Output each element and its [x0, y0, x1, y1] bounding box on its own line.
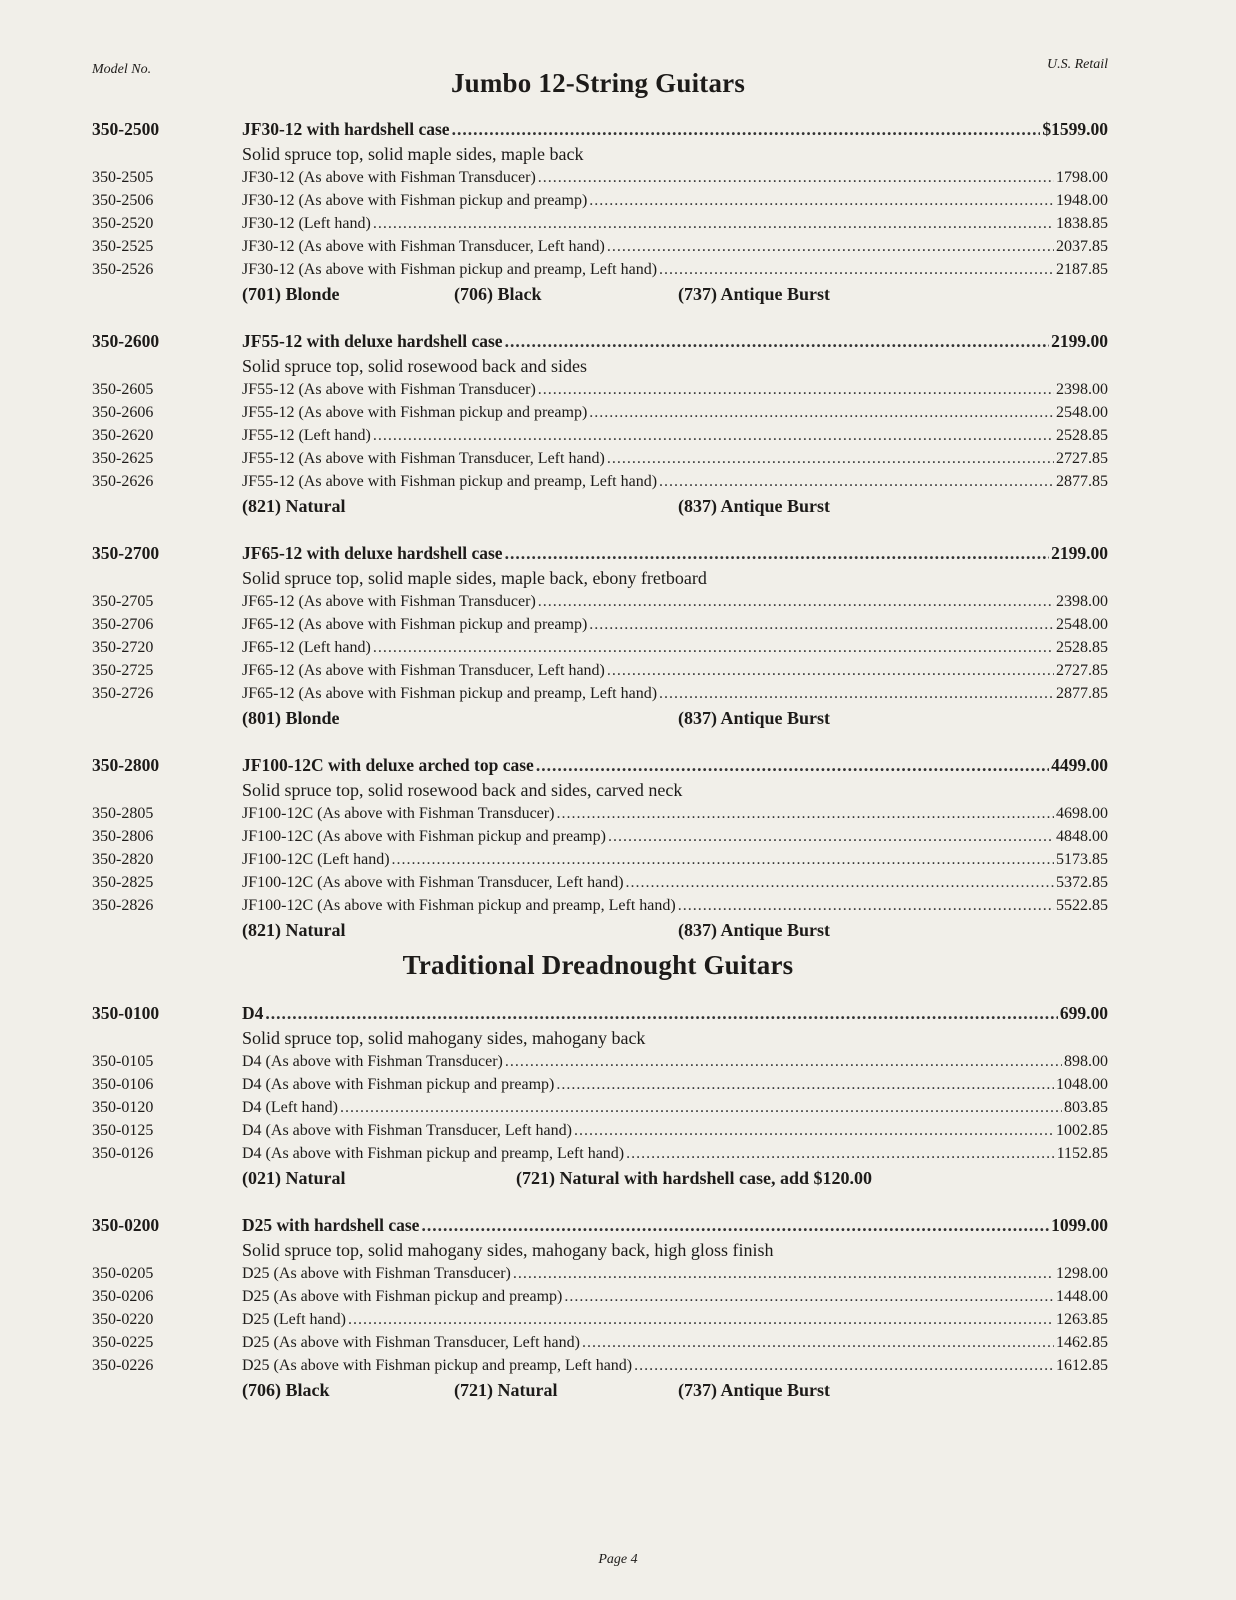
- item-price: 5173.85: [1056, 851, 1108, 868]
- item-price: 2187.85: [1056, 261, 1108, 278]
- option-row: [92, 894, 1108, 917]
- model-number: 350-2825: [92, 874, 154, 891]
- model-number: 350-0206: [92, 1288, 154, 1305]
- product-group: [92, 752, 1108, 943]
- item-price: 1099.00: [1051, 1215, 1108, 1235]
- model-number: 350-2600: [92, 331, 160, 351]
- item-line: [242, 1096, 1108, 1119]
- model-number: 350-0120: [92, 1099, 154, 1116]
- item-price: 2548.00: [1056, 616, 1108, 633]
- item-line: [242, 848, 1108, 871]
- leader-dots: [607, 235, 1054, 258]
- leader-dots: [373, 636, 1054, 659]
- finish-options: [242, 281, 1108, 307]
- item-line: [242, 1331, 1108, 1354]
- item-description: JF55-12 (As above with Fishman Transducer, Left hand): [242, 450, 605, 467]
- model-number: 350-2505: [92, 169, 154, 186]
- item-line: [242, 212, 1108, 235]
- item-description: JF65-12 (As above with Fishman Transducer, Left hand): [242, 662, 605, 679]
- finish-option: (837) Antique Burst: [678, 708, 831, 728]
- leader-dots: [556, 802, 1054, 825]
- model-number: 350-0100: [92, 1003, 160, 1023]
- item-description: JF55-12 with deluxe hardshell case: [242, 331, 503, 351]
- item-price: 2528.85: [1056, 639, 1108, 656]
- option-row: [92, 682, 1108, 705]
- finish-option: (737) Antique Burst: [678, 284, 831, 304]
- item-price: 4848.00: [1056, 828, 1108, 845]
- item-line: [242, 871, 1108, 894]
- item-price: 2877.85: [1056, 473, 1108, 490]
- finish-option: (821) Natural: [242, 920, 346, 940]
- option-row: [92, 871, 1108, 894]
- model-number: 350-2805: [92, 805, 154, 822]
- item-description: D25 (As above with Fishman pickup and preamp): [242, 1288, 563, 1305]
- item-description: JF55-12 (As above with Fishman Transducer): [242, 381, 536, 398]
- leader-dots: [608, 825, 1054, 848]
- main-product-row: [92, 752, 1108, 778]
- option-row: [92, 470, 1108, 493]
- product-group: [92, 1000, 1108, 1191]
- leader-dots: [626, 871, 1054, 894]
- leader-dots: [564, 1285, 1054, 1308]
- item-price: 1462.85: [1056, 1334, 1108, 1351]
- item-line: [242, 752, 1108, 778]
- item-price: 4499.00: [1051, 755, 1108, 775]
- item-price: 1798.00: [1056, 169, 1108, 186]
- leader-dots: [556, 1073, 1054, 1096]
- item-line: [242, 166, 1108, 189]
- finish-option: (721) Natural: [454, 1380, 558, 1400]
- leader-dots: [421, 1212, 1049, 1238]
- item-description: JF100-12C with deluxe arched top case: [242, 755, 534, 775]
- item-line: [242, 424, 1108, 447]
- product-specs: Solid spruce top, solid mahogany sides, mahogany back: [242, 1028, 646, 1048]
- leader-dots: [265, 1000, 1057, 1026]
- item-line: [242, 189, 1108, 212]
- finish-option: (701) Blonde: [242, 284, 340, 304]
- item-price: 699.00: [1059, 1003, 1108, 1023]
- model-number: 350-2800: [92, 755, 160, 775]
- item-description: JF100-12C (As above with Fishman pickup and preamp): [242, 828, 606, 845]
- option-row: [92, 166, 1108, 189]
- item-description: JF55-12 (As above with Fishman pickup and preamp): [242, 404, 588, 421]
- product-group: [92, 328, 1108, 519]
- item-price: 2398.00: [1056, 381, 1108, 398]
- option-row: [92, 825, 1108, 848]
- item-price: 1612.85: [1056, 1357, 1108, 1374]
- item-price: 1002.85: [1056, 1122, 1108, 1139]
- leader-dots: [536, 752, 1049, 778]
- item-description: JF65-12 (As above with Fishman Transducer): [242, 593, 536, 610]
- item-line: [242, 1354, 1108, 1377]
- model-number: 350-2706: [92, 616, 154, 633]
- option-row: [92, 636, 1108, 659]
- leader-dots: [659, 682, 1054, 705]
- item-description: JF30-12 (As above with Fishman Transducer): [242, 169, 536, 186]
- leader-dots: [607, 447, 1054, 470]
- product-group: [92, 540, 1108, 731]
- item-line: [242, 1285, 1108, 1308]
- item-price: 1298.00: [1056, 1265, 1108, 1282]
- model-number: 350-0200: [92, 1215, 160, 1235]
- option-row: [92, 848, 1108, 871]
- model-number: 350-2826: [92, 897, 154, 914]
- finish-option: (837) Antique Burst: [678, 496, 831, 516]
- leader-dots: [348, 1308, 1054, 1331]
- product-specs: Solid spruce top, solid rosewood back and sides: [242, 356, 587, 376]
- item-description: JF65-12 (Left hand): [242, 639, 371, 656]
- leader-dots: [659, 470, 1054, 493]
- finish-option: (801) Blonde: [242, 708, 340, 728]
- option-row: [92, 401, 1108, 424]
- item-price: 1448.00: [1056, 1288, 1108, 1305]
- item-line: [242, 894, 1108, 917]
- item-line: [242, 682, 1108, 705]
- item-line: [242, 328, 1108, 354]
- option-row: [92, 1096, 1108, 1119]
- item-description: JF30-12 (Left hand): [242, 215, 371, 232]
- model-number: 350-2520: [92, 215, 154, 232]
- model-number: 350-2605: [92, 381, 154, 398]
- item-line: [242, 590, 1108, 613]
- model-number: 350-2506: [92, 192, 154, 209]
- product-specs: Solid spruce top, solid maple sides, maple back, ebony fretboard: [242, 568, 707, 588]
- item-price: $1599.00: [1042, 119, 1108, 139]
- option-row: [92, 1308, 1108, 1331]
- item-line: [242, 1073, 1108, 1096]
- model-number: 350-2720: [92, 639, 154, 656]
- item-line: [242, 540, 1108, 566]
- item-line: [242, 802, 1108, 825]
- finish-option: (721) Natural with hardshell case, add $120.00: [516, 1168, 873, 1188]
- item-description: D4: [242, 1003, 264, 1023]
- finish-option: (837) Antique Burst: [678, 920, 831, 940]
- leader-dots: [373, 424, 1054, 447]
- leader-dots: [373, 212, 1054, 235]
- option-row: [92, 1354, 1108, 1377]
- finish-options: [242, 705, 1108, 731]
- finish-option: (737) Antique Burst: [678, 1380, 831, 1400]
- model-number: 350-0225: [92, 1334, 154, 1351]
- main-product-row: [92, 1000, 1108, 1026]
- option-row: [92, 447, 1108, 470]
- item-description: JF30-12 (As above with Fishman pickup and preamp): [242, 192, 588, 209]
- item-price: 2548.00: [1056, 404, 1108, 421]
- item-line: [242, 1308, 1108, 1331]
- item-description: JF100-12C (As above with Fishman Transducer, Left hand): [242, 874, 624, 891]
- item-price: 803.85: [1064, 1099, 1108, 1116]
- item-description: JF65-12 (As above with Fishman pickup and preamp): [242, 616, 588, 633]
- option-row: [92, 424, 1108, 447]
- option-row: [92, 212, 1108, 235]
- item-description: D4 (Left hand): [242, 1099, 338, 1116]
- item-line: [242, 470, 1108, 493]
- leader-dots: [505, 328, 1050, 354]
- model-number: 350-2606: [92, 404, 154, 421]
- item-description: D25 with hardshell case: [242, 1215, 420, 1235]
- item-line: [242, 1119, 1108, 1142]
- leader-dots: [538, 378, 1054, 401]
- item-description: D4 (As above with Fishman pickup and preamp, Left hand): [242, 1145, 625, 1162]
- finish-option: (706) Black: [242, 1380, 330, 1400]
- option-row: [92, 613, 1108, 636]
- item-description: D25 (As above with Fishman Transducer): [242, 1265, 511, 1282]
- item-line: [242, 116, 1108, 142]
- model-number: 350-0126: [92, 1145, 154, 1162]
- item-price: 5372.85: [1056, 874, 1108, 891]
- item-line: [242, 1212, 1108, 1238]
- leader-dots: [340, 1096, 1062, 1119]
- item-line: [242, 636, 1108, 659]
- model-number: 350-0205: [92, 1265, 154, 1282]
- item-price: 5522.85: [1056, 897, 1108, 914]
- item-description: JF65-12 with deluxe hardshell case: [242, 543, 503, 563]
- product-specs: Solid spruce top, solid rosewood back and sides, carved neck: [242, 780, 683, 800]
- leader-dots: [626, 1142, 1054, 1165]
- finish-option: (021) Natural: [242, 1168, 346, 1188]
- item-price: 2199.00: [1051, 331, 1108, 351]
- item-description: JF100-12C (As above with Fishman Transducer): [242, 805, 555, 822]
- item-description: D25 (As above with Fishman pickup and preamp, Left hand): [242, 1357, 633, 1374]
- option-row: [92, 189, 1108, 212]
- finish-options: [242, 1377, 1108, 1403]
- leader-dots: [659, 258, 1054, 281]
- option-row: [92, 1119, 1108, 1142]
- leader-dots: [513, 1262, 1054, 1285]
- option-row: [92, 659, 1108, 682]
- item-description: JF100-12C (As above with Fishman pickup and preamp, Left hand): [242, 897, 676, 914]
- model-number: 350-2500: [92, 119, 160, 139]
- leader-dots: [574, 1119, 1054, 1142]
- option-row: [92, 378, 1108, 401]
- item-description: D4 (As above with Fishman Transducer, Left hand): [242, 1122, 572, 1139]
- model-number: 350-2525: [92, 238, 154, 255]
- model-number: 350-0106: [92, 1076, 154, 1093]
- option-row: [92, 1142, 1108, 1165]
- item-price: 2528.85: [1056, 427, 1108, 444]
- leader-dots: [538, 166, 1054, 189]
- option-row: [92, 235, 1108, 258]
- finish-options: [242, 1165, 1108, 1191]
- option-row: [92, 1285, 1108, 1308]
- item-price: 2727.85: [1056, 662, 1108, 679]
- model-number: 350-2820: [92, 851, 154, 868]
- item-line: [242, 1142, 1108, 1165]
- item-line: [242, 825, 1108, 848]
- item-price: 2398.00: [1056, 593, 1108, 610]
- option-row: [92, 1262, 1108, 1285]
- leader-dots: [589, 613, 1054, 636]
- item-price: 1263.85: [1056, 1311, 1108, 1328]
- item-line: [242, 235, 1108, 258]
- leader-dots: [589, 189, 1054, 212]
- option-row: [92, 1073, 1108, 1096]
- item-description: JF30-12 (As above with Fishman pickup and preamp, Left hand): [242, 261, 658, 278]
- item-description: D4 (As above with Fishman pickup and preamp): [242, 1076, 555, 1093]
- item-line: [242, 447, 1108, 470]
- option-row: [92, 590, 1108, 613]
- us-retail-header: U.S. Retail: [1046, 57, 1108, 72]
- product-specs: Solid spruce top, solid mahogany sides, mahogany back, high gloss finish: [242, 1240, 774, 1260]
- item-price: 2877.85: [1056, 685, 1108, 702]
- main-product-row: [92, 116, 1108, 142]
- leader-dots: [505, 540, 1050, 566]
- model-number: 350-2625: [92, 450, 154, 467]
- model-number: 350-2726: [92, 685, 154, 702]
- option-row: [92, 1331, 1108, 1354]
- item-description: D4 (As above with Fishman Transducer): [242, 1053, 503, 1070]
- model-number: 350-0125: [92, 1122, 154, 1139]
- section-title-jumbo: Jumbo 12-String Guitars: [450, 68, 746, 98]
- model-number: 350-0105: [92, 1053, 154, 1070]
- model-number: 350-0226: [92, 1357, 154, 1374]
- finish-option: (706) Black: [454, 284, 542, 304]
- option-row: [92, 1050, 1108, 1073]
- item-description: D25 (Left hand): [242, 1311, 346, 1328]
- item-description: JF100-12C (Left hand): [242, 851, 390, 868]
- finish-options: [242, 493, 1108, 519]
- page-number: Page 4: [598, 1552, 638, 1567]
- main-product-row: [92, 1212, 1108, 1238]
- item-price: 2727.85: [1056, 450, 1108, 467]
- main-product-row: [92, 540, 1108, 566]
- leader-dots: [634, 1354, 1054, 1377]
- product-group: [92, 116, 1108, 307]
- section-title-dreadnought: Traditional Dreadnought Guitars: [402, 950, 794, 980]
- model-no-header: Model No.: [92, 62, 152, 77]
- item-price: 4698.00: [1056, 805, 1108, 822]
- item-description: JF55-12 (Left hand): [242, 427, 371, 444]
- model-number: 350-2626: [92, 473, 154, 490]
- option-row: [92, 258, 1108, 281]
- item-price: 1838.85: [1056, 215, 1108, 232]
- model-number: 350-0220: [92, 1311, 154, 1328]
- option-row: [92, 802, 1108, 825]
- item-line: [242, 1262, 1108, 1285]
- product-group: [92, 1212, 1108, 1403]
- item-description: JF65-12 (As above with Fishman pickup and preamp, Left hand): [242, 685, 658, 702]
- item-line: [242, 401, 1108, 424]
- product-specs: Solid spruce top, solid maple sides, maple back: [242, 144, 584, 164]
- item-line: [242, 1000, 1108, 1026]
- leader-dots: [505, 1050, 1062, 1073]
- model-number: 350-2705: [92, 593, 154, 610]
- model-number: 350-2806: [92, 828, 154, 845]
- item-price: 2199.00: [1051, 543, 1108, 563]
- item-line: [242, 613, 1108, 636]
- item-line: [242, 258, 1108, 281]
- leader-dots: [538, 590, 1054, 613]
- item-price: 2037.85: [1056, 238, 1108, 255]
- model-number: 350-2700: [92, 543, 160, 563]
- item-price: 1948.00: [1056, 192, 1108, 209]
- item-description: JF55-12 (As above with Fishman pickup and preamp, Left hand): [242, 473, 658, 490]
- item-price: 1048.00: [1056, 1076, 1108, 1093]
- item-description: JF30-12 with hardshell case: [242, 119, 450, 139]
- item-price: 1152.85: [1056, 1145, 1108, 1162]
- finish-option: (821) Natural: [242, 496, 346, 516]
- leader-dots: [678, 894, 1054, 917]
- item-line: [242, 659, 1108, 682]
- item-description: JF30-12 (As above with Fishman Transducer, Left hand): [242, 238, 605, 255]
- model-number: 350-2725: [92, 662, 154, 679]
- item-line: [242, 378, 1108, 401]
- item-line: [242, 1050, 1108, 1073]
- model-number: 350-2620: [92, 427, 154, 444]
- leader-dots: [582, 1331, 1054, 1354]
- main-product-row: [92, 328, 1108, 354]
- leader-dots: [452, 116, 1041, 142]
- item-price: 898.00: [1064, 1053, 1108, 1070]
- leader-dots: [392, 848, 1054, 871]
- leader-dots: [607, 659, 1054, 682]
- item-description: D25 (As above with Fishman Transducer, Left hand): [242, 1334, 580, 1351]
- model-number: 350-2526: [92, 261, 154, 278]
- finish-options: [242, 917, 1108, 943]
- leader-dots: [589, 401, 1054, 424]
